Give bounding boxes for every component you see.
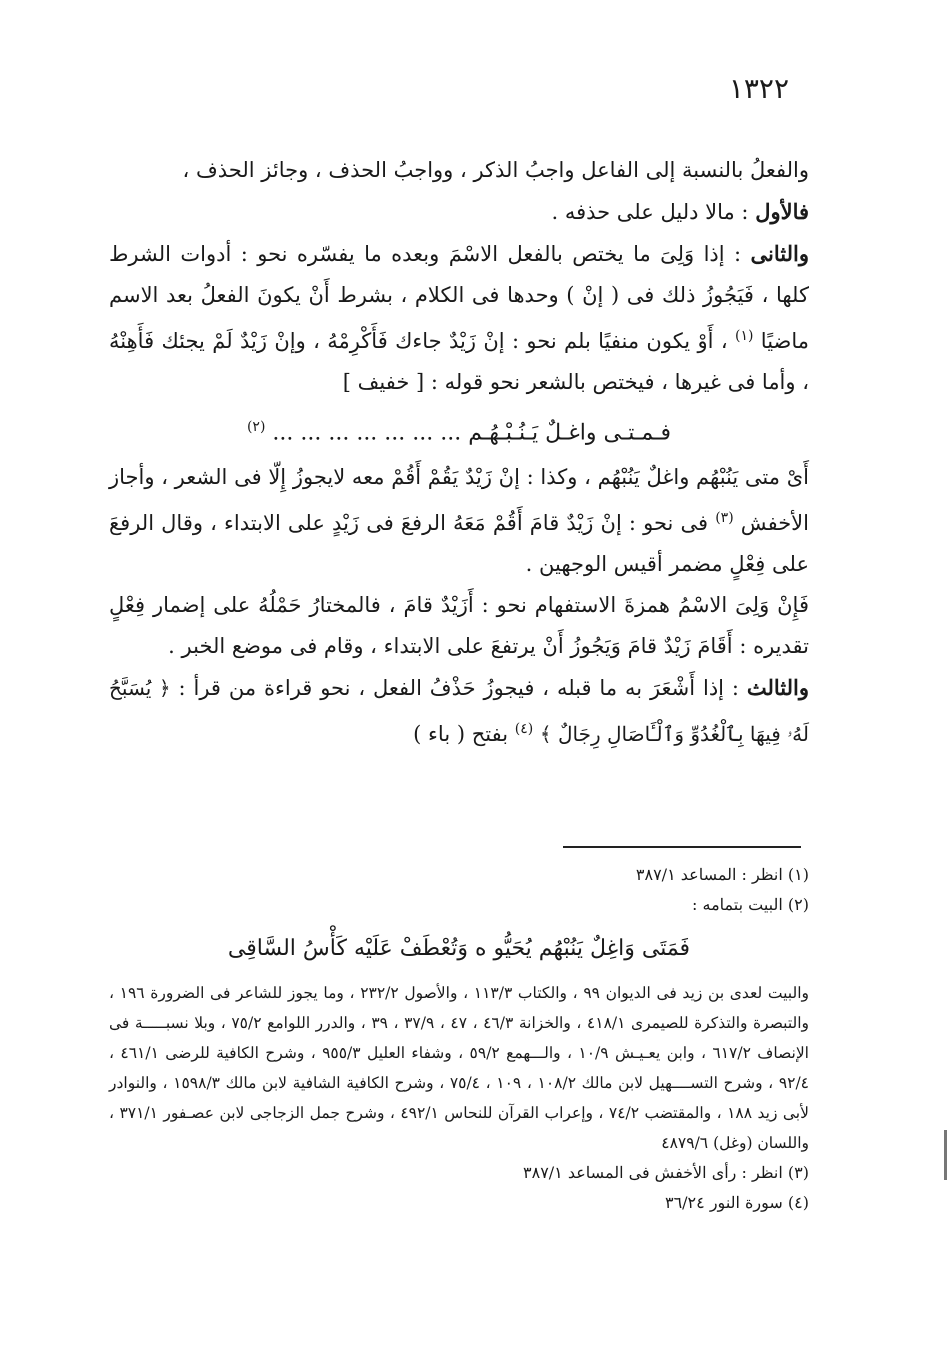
paragraph-third bbox=[109, 667, 809, 755]
paragraph-intro: والفعلُ بالنسبة إلى الفاعل واجبُ الذكر ، وواجبُ الحذف ، وجائز الحذف ، bbox=[182, 158, 809, 182]
paragraph-third-text-cont: بفتح ( باء ) bbox=[413, 722, 515, 747]
footnote-ref-2: (٢) bbox=[246, 419, 266, 435]
footnote-ref-3: (٣) bbox=[715, 510, 734, 527]
quran-quote: ﴿ يُسَبَّحُ لَهُۥ فِيهَا بِٱلْغُدُوِّ وَٱلْـَٔاصَالِ رِجَالٌ ﴾ bbox=[109, 676, 809, 747]
footnote-1: (١) انظر : المساعد ٣٨٧/١ bbox=[635, 865, 809, 884]
footnotes bbox=[109, 860, 809, 1218]
paragraph-second-text-cont: ، أَوْ يكون منفيًا بلم نحو : إنْ زَيْدٌ جاءك فَأَكْرِمْهُ ، وإنْ زَيْدٌ لَمْ يجئك فَأَهِنْهُ ، وأما فى غيرها ، فيختص بالشعر نحو قوله : [ خفيف ] bbox=[109, 329, 809, 394]
footnote-2-sources: والبيت لعدى بن زيد فى الديوان ٩٩ ، والكتاب ١١٣/٣ ، والأصول ٢٣٢/٢ ، وما يجوز للشاعر فى الضرورة ١٩٦ ، والتبصرة والتذكرة للصيمرى ٤١٨/١ ، والخزانة ٤٦/٣ ، ٤٧ ، ٣٧/٩ ، ٣٩ ، والدرر اللوامع ٧٥/٢ ، وبلا نسبـــــة فى الإنصاف ٦١٧/٢ ، وابن يعـيـش ١٠/٩ ، والـــهمع ٥٩/٢ ، وشفاء العليل ٩٥٥/٣ ، وشرح الكافية للرضى ٤٦١/١ ، ٩٢/٤ ، وشرح التســــهيل لابن مالك ١٠٨/٢ ، ١٠٩ ، ٧٥/٤ ، وشرح الكافية الشافية لابن مالك ١٥٩٨/٣ ، والنوادر لأبى زيد ١٨٨ ، والمقتضب ٧٤/٢ ، وإعراب القرآن للنحاس ٤٩٢/١ ، وشرح جمل الزجاجى لابن عصـفور ٣٧١/١ ، واللسان (وغل) ٤٨٧٩/٦ bbox=[109, 984, 810, 1152]
paragraph-first bbox=[109, 191, 809, 233]
heading-third: والثالث bbox=[746, 675, 809, 701]
paragraph-explanation-text: أَىْ متى يَنُبْهُم واغلٌ يَنُبْهُم ، وكذا : إنْ زَيْدٌ يَقُمْ أَقُمْ معه لايجوزُ إِلّا فى الشعر ، وأجاز الأخفش bbox=[109, 465, 809, 536]
scan-margin-mark bbox=[944, 1130, 947, 1180]
footnote-divider bbox=[563, 846, 801, 848]
paragraph-second bbox=[109, 233, 809, 403]
paragraph-interrogative: فَإِنْ وَلِىَ الاسْمُ همزةَ الاستفهام نحو : أَزَيْدٌ قامَ ، فالمختارُ حَمْلُهُ على إضمار فِعْلٍ تقديره : أَقَامَ زَيْدٌ قامَ وَيَجُوزُ أَنْ يرتفعَ على الابتداء ، وقام فى موضع الخبر . bbox=[109, 593, 809, 659]
footnote-ref-1: (١) bbox=[734, 328, 754, 344]
heading-first: فالأول bbox=[755, 199, 809, 224]
footnote-4: (٤) سورة النور ٣٦/٢٤ bbox=[664, 1193, 809, 1212]
footnote-2-verse: فَمَتَى وَاغِلٌ يَنُبْهُم يُحَيُّو ه وَتُعْطَفْ عَلَيْه كَأْسُ السَّاقِى bbox=[227, 936, 691, 961]
paragraph-explanation bbox=[109, 457, 809, 585]
footnote-ref-4: (٤) bbox=[514, 721, 534, 738]
poem-verse-text: فـمـتـى واغـلٌ يَـنُـبْـهُـم ... ... ... ... ... ... ... bbox=[272, 420, 672, 446]
poem-verse bbox=[109, 403, 809, 457]
paragraph-explanation-text-cont: فى نحو : إنْ زَيْدٌ قامَ أَقُمْ مَعَهُ الرفعَ فى زَيْدٍ على الابتداء ، وقال الرفعَ على فِعْلٍ مضمر أقيس الوجهين . bbox=[109, 511, 809, 577]
main-text bbox=[109, 150, 809, 755]
page-number: ١٣٢٢ bbox=[728, 72, 789, 105]
paragraph-third-text: : إذا أَشْعَرَ به ما قبله ، فيجوزُ حَذْفُ الفعل ، نحو قراءة من قرأ : bbox=[170, 676, 747, 701]
heading-second: والثانى bbox=[750, 241, 809, 266]
footnote-2: (٢) البيت بتمامه : bbox=[692, 895, 809, 914]
footnote-3: (٣) انظر : رأى الأخفش فى المساعد ٣٨٧/١ bbox=[523, 1163, 809, 1182]
paragraph-first-text: : مالا دليل على حذفه . bbox=[551, 200, 756, 224]
paragraph-second-text: : إذا وَلِىَ ما يختص بالفعل الاسْمَ وبعده ما يفسّره نحو : أدوات الشرط كلها ، فَيَجُوزُ ذلك فى ( إنْ ) وحدها فى الكلام ، بشرط أَنْ يكونَ الفعلُ بعد الاسم ماضيًا bbox=[109, 242, 810, 353]
